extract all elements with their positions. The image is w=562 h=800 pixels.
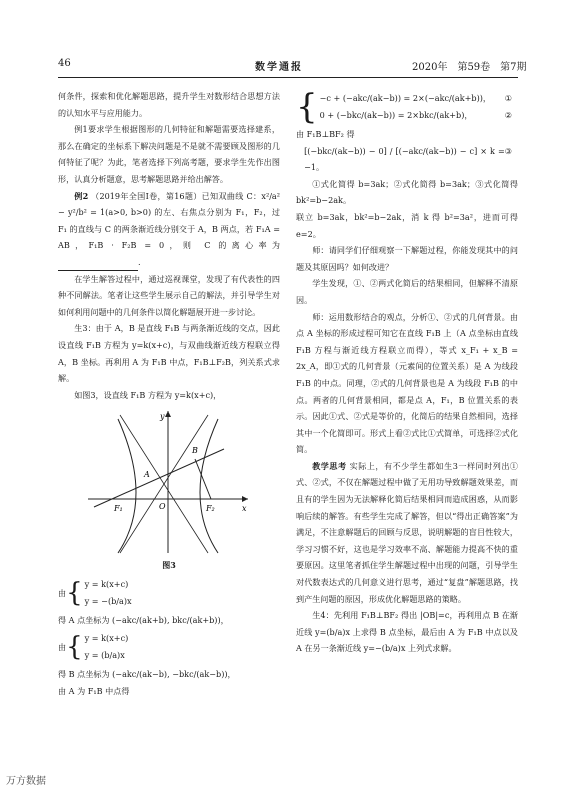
equation-3-row (296, 126, 518, 143)
system-2-label: 由 (58, 642, 67, 653)
example2-label: 例2 (74, 190, 89, 201)
left-column (58, 88, 280, 700)
equation-3-line (296, 143, 518, 176)
system-1-line2: y = −(b/a)x (84, 595, 132, 606)
hyperbola-right-branch (200, 419, 218, 553)
system-2-line2: y = (b/a)x (84, 650, 125, 661)
header-rule (58, 77, 518, 78)
result-A-coordinates: 得 A 点坐标为 (−akc/(ak+b), bkc/(ak+b))， (58, 614, 229, 625)
label-y: y (160, 412, 165, 422)
paragraph-teacher-analysis: 师：运用数形结合的观点，分析①、②式的几何背景。由点 A 坐标的形成过程可知它在直线 F₁B 上（A 点坐标由直线 F₁B 方程与渐近线方程联立而得），等式 x_F₁ + x_B = 2x_A，即①式的几何背景（元素间的位置关系）是 A 为线段 F₁B 的中点。同理，②式的几何背景也是 A 为线段 F₁B 的中点。两者的几何背景相同，都是点 A，F₁，B 位置关系的表示。因此①式、②式是等价的，化简后的结果自然相同，选择其中一个化简即可。形式上看②式比①式简单，可选择②式化简。 (296, 311, 518, 455)
system-1-label: 由 (58, 587, 67, 598)
equation-3-prefix: 由 F₁B⊥BF₂ 得 (296, 129, 355, 139)
system-2-line1: y = k(x+c) (84, 633, 129, 644)
label-B: B (192, 446, 198, 456)
equation-1-row (320, 90, 518, 107)
hyperbola-left-branch (118, 419, 136, 553)
issue-info: 2020年 第59卷 第7期 (412, 62, 527, 73)
answer-blank (58, 260, 138, 271)
paragraph-classroom: 在学生解答过程中，通过巡视课堂，发现了有代表性的四种不同解法。笔者让这些学生展示自己的解法，并引导学生对如何利用问题中的几何条件以简化解题展开进一步讨论。 (58, 273, 280, 317)
label-A: A (144, 470, 150, 480)
x-axis-arrow (242, 496, 248, 502)
midpoint-condition: 由 A 为 F₁B 中点得 (58, 686, 130, 697)
system-1-line1: y = k(x+c) (84, 578, 129, 589)
equation-3: [(−bkc/(ak−b)) − 0] / [(−akc/(ak−b)) − c] × k = −1。 (304, 145, 505, 173)
label-O: O (159, 502, 166, 512)
figure-3-diagram (84, 407, 254, 557)
equation-system-12 (296, 87, 518, 127)
paragraph-student3: 生3：由于 A，B 是直线 F₁B 与两条渐近线的交点，因此设直线 F₁B 方程为 y=k(x+c)，与双曲线渐近线方程联立得 A，B 坐标。再利用 A 为 F₁B 中点，F₁B⊥F₂B，列关系式求解。 (58, 323, 280, 384)
paragraph-student-finding: 学生发现，①、②两式化简后的结果相同，但解释不清原因。 (296, 278, 518, 305)
result-B-coordinates: 得 B 点坐标为 (−akc/(ak−b), −bkc/(ak−b))， (58, 669, 236, 680)
figure-caption: 图3 (162, 560, 176, 571)
y-axis-arrow (165, 411, 171, 417)
equation-1-tag: ① (504, 93, 512, 103)
teaching-reflection-label: 教学思考 (312, 460, 347, 471)
equation-2-tag: ② (504, 110, 512, 120)
page-number: 46 (58, 58, 71, 69)
right-column (296, 88, 518, 657)
system-1-brace: { (66, 577, 83, 608)
paragraph-figure-intro: 如图3，设直线 F₁B 方程为 y=k(x+c)， (74, 389, 222, 400)
paragraph-intro: 何条件，探索和优化解题思路，提升学生对数形结合思想方法的认知水平与应用能力。 (58, 91, 280, 118)
system-1 (58, 576, 280, 610)
journal-title: 数学通报 (255, 62, 303, 73)
equation-2-row (320, 107, 518, 124)
equation-1: −c + (−akc/(ak−b)) = 2×(−akc/(ak+b))， (319, 93, 492, 103)
example2-problem: 例2 （2019年全国Ⅰ卷，第16题）已知双曲线 C：x²/a² − y²/b² = 1(a>0, b>0) 的左、右焦点分别为 F₁，F₂，过 F₁ 的直线与 C 的两条渐近线分别交于 A，B 两点，若 F₁A = AB，F₁B · F₂B = 0，则 C 的离心率为 . (58, 188, 280, 271)
equation-2: 0 + (−bkc/(ak−b)) = 2×bkc/(ak+b)， (319, 110, 473, 120)
paragraph-join: 联立 b=3ak，bk²=b−2ak，消 k 得 b²=3a²，进而可得 e=2。 (296, 211, 518, 239)
system-2-brace: { (66, 632, 83, 663)
equation-brace: { (296, 87, 318, 127)
label-x: x (242, 504, 247, 514)
footer-watermark: 万方数据 (6, 776, 46, 787)
line-F1B (94, 449, 224, 507)
teaching-reflection-text: 实际上，有不少学生都如生3一样同时列出①式、②式，不仅在解题过程中做了无用功导致解题效果差，而且有的学生因为无法解释化简后结果相同而造成困惑，从而影响后续的解答。有些学生完成了解答，但以“得出正确答案”为满足，不注意解题后的回顾与反思，说明解题的盲目性较大，学习习惯不好，这也是学习效率不高、解题能力提高不快的重要原因。这里笔者抓住学生解题过程中出现的问题，引导学生对代数表达式的几何意义进行思考，通过“复盘”解题思路，找到产生问题的原因，形成优化解题思路的策略。 (296, 460, 518, 604)
system-2 (58, 630, 280, 664)
paragraph-simplify: ①式化简得 b=3ak；②式化简得 b=3ak；③式化简得 bk²=b−2ak。 (296, 178, 518, 206)
equation-3-tag: ③ (504, 145, 512, 156)
paragraph-teaching-reflection (296, 458, 518, 607)
example2-text: （2019年全国Ⅰ卷，第16题）已知双曲线 C：x²/a² − y²/b² = 1(a>0, b>0) 的左、右焦点分别为 F₁，F₂，过 F₁ 的直线与 C 的两条渐近线分别交于 A，B 两点，若 F₁A = AB，F₁B · F₂B = 0，则 C 的离心率为 (58, 190, 280, 251)
paragraph-teacher-question: 师：请同学们仔细观察一下解题过程，你能发现其中的问题及其原因吗？如何改进？ (296, 245, 518, 272)
label-F1: F₁ (114, 504, 123, 514)
paragraph-example1-discussion: 例1要求学生根据图形的几何特征和解题需要选择建系，那么在确定的坐标系下解决问题是不是就不需要顾及图形的几何特征了呢？为此，笔者选择下列高考题，要求学生先作出图形，认真分析题意，思考解题思路并给出解答。 (58, 124, 280, 184)
label-F2: F₂ (206, 504, 215, 514)
paragraph-student4: 生4：先利用 F₁B⊥BF₂ 得出 |OB|=c，再利用点 B 在渐近线 y=(b/a)x 上求得 B 点坐标，最后由 A 为 F₁B 中点以及 A 在另一条渐近线 y=−(b/a)x 上列式求解。 (296, 610, 518, 654)
